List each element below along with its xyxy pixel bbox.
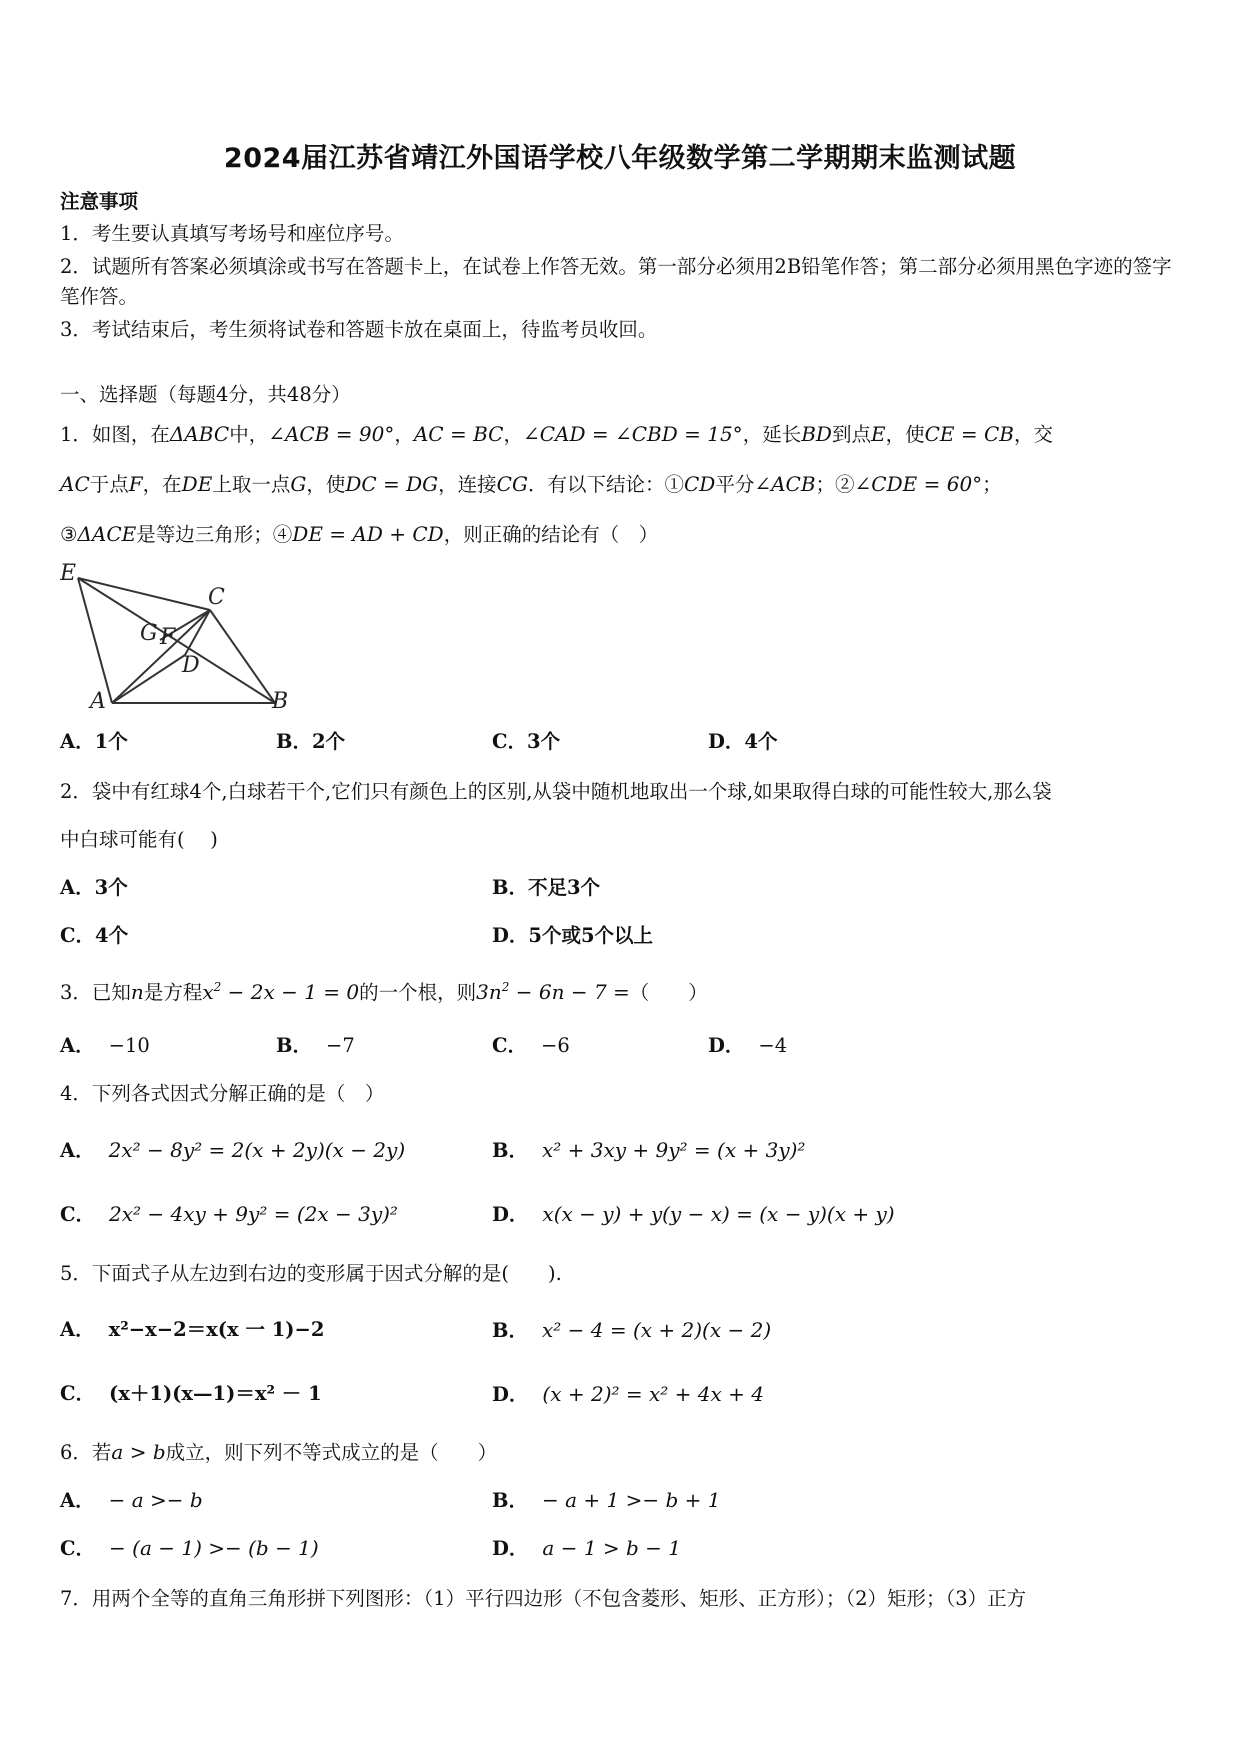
q4-option-b: [492, 1136, 805, 1165]
q1-math: CG: [496, 472, 528, 496]
section-heading: 一、选择题（每题4分，共48分）: [60, 383, 351, 406]
notice-item-3: 3．考试结束后，考生须将试卷和答题卡放在桌面上，待监考员收回。: [60, 318, 658, 341]
q7-line-1: 7．用两个全等的直角三角形拼下列图形：（1）平行四边形（不包含菱形、矩形、正方形）；（2）矩形；（3）正方: [60, 1587, 1027, 1610]
q1-text: ，交: [1013, 423, 1053, 446]
q1-math: ∠ACB: [754, 472, 816, 496]
q1-math: F: [128, 472, 143, 496]
figure-label-b: B: [272, 689, 289, 714]
q3-option-c: [492, 1032, 570, 1060]
q1-option-c: C．3个: [492, 730, 561, 753]
option-value: a − 1 > b − 1: [542, 1536, 682, 1560]
q5-option-a: [60, 1316, 324, 1344]
q1-text: ，连接: [438, 473, 497, 496]
q1-text: 中，: [229, 423, 269, 446]
option-label: B．: [492, 1139, 528, 1162]
option-label: B．: [492, 1489, 528, 1512]
q4-option-a: [60, 1136, 405, 1165]
segment-ec: [78, 578, 210, 610]
q4-option-c: [60, 1200, 398, 1229]
q3-text: 3．已知: [60, 981, 131, 1004]
notice-item-2: 2．试题所有答案必须填涂或书写在答题卡上，在试卷上作答无效。第一部分必须用2B铅笔作答；第二部分必须用黑色字迹的签字笔作答。: [60, 255, 1172, 308]
option-label: A．: [60, 1489, 95, 1512]
option-value: 2x² − 8y² = 2(x + 2y)(x − 2y): [108, 1138, 406, 1162]
page-title: 2024届江苏省靖江外国语学校八年级数学第二学期期末监测试题: [223, 143, 1017, 174]
q3-option-b: [276, 1032, 355, 1060]
q1-math: E: [870, 422, 886, 446]
figure-label-d: D: [182, 653, 200, 678]
q1-math: ∠ACB = 90°: [268, 422, 395, 446]
q1-line-3: [60, 520, 1180, 549]
q1-text: ；: [982, 473, 1002, 496]
q3-text: 的一个根，则: [359, 981, 477, 1004]
q1-line-2: [60, 470, 1180, 499]
q1-math: DC = DG: [345, 472, 439, 496]
q6-text: 成立，则下列不等式成立的是（ ）: [165, 1441, 498, 1464]
q2-option-c: C．4个: [60, 924, 129, 947]
option-value: (x＋1)(x—1)＝x² － 1: [109, 1382, 322, 1405]
q1-text: 到点: [831, 423, 871, 446]
q4-option-d: [492, 1200, 895, 1229]
option-label: C．: [60, 1203, 96, 1226]
q1-text: ．有以下结论：①: [527, 473, 684, 496]
segment-ad: [112, 655, 185, 703]
q6-text: 6．若: [60, 1441, 112, 1464]
notice-item-1: 1．考生要认真填写考场号和座位序号。: [60, 222, 404, 245]
q1-math: ∠CAD = ∠CBD = 15°: [522, 422, 743, 446]
q5-option-b: [492, 1316, 771, 1345]
q1-text: ，延长: [742, 423, 802, 446]
q1-text: ，则正确的结论有（ ）: [443, 523, 659, 546]
figure-label-f: F: [160, 625, 176, 650]
option-value: x² + 3xy + 9y² = (x + 3y)²: [541, 1138, 806, 1162]
q3-math: $3n^2 - 6n - 7$ =: [476, 980, 630, 1004]
option-value: x(x − y) + y(y − x) = (x − y)(x + y): [542, 1202, 895, 1226]
option-label: D．: [708, 1034, 745, 1057]
q1-math: AC: [60, 472, 90, 496]
segment-cb: [210, 610, 275, 703]
q1-text: 1．如图，在: [60, 423, 170, 446]
option-value: x² − 4 = (x + 2)(x − 2): [541, 1318, 772, 1342]
option-label: C．: [492, 1034, 528, 1057]
option-value: − a + 1 >− b + 1: [541, 1488, 721, 1512]
q1-text: ，: [394, 423, 414, 446]
option-value: 2x² − 4xy + 9y² = (2x − 3y)²: [109, 1202, 398, 1226]
option-value: −10: [108, 1034, 150, 1057]
option-label: A．: [60, 1034, 95, 1057]
option-label: C．: [60, 1382, 96, 1405]
q6-math: a > b: [111, 1440, 166, 1464]
option-label: D．: [492, 1203, 529, 1226]
q3-math-part: 3n: [476, 980, 502, 1004]
q2-line-1: 2．袋中有红球4个,白球若干个,它们只有颜色上的区别,从袋中随机地取出一个球,如果取得白球的可能性较大,那么袋: [60, 780, 1052, 803]
figure-label-a: A: [90, 689, 106, 714]
q4-stem: 4．下列各式因式分解正确的是（ ）: [60, 1082, 385, 1105]
q1-math: CE = CB: [924, 422, 1014, 446]
q2-option-a: A．3个: [60, 876, 128, 899]
q3-math: $x^2 - 2x - 1 = 0$: [202, 980, 360, 1004]
q1-math: ∠CDE = 60°: [854, 472, 983, 496]
q5-option-c: [60, 1380, 322, 1408]
option-label: D．: [492, 1537, 529, 1560]
option-value: (x + 2)² = x² + 4x + 4: [542, 1382, 764, 1406]
notice-heading: 注意事项: [60, 190, 139, 213]
option-label: D．: [492, 1383, 529, 1406]
q1-math: G: [290, 472, 307, 496]
figure-label-g: G: [140, 621, 158, 646]
q1-option-a: A．1个: [60, 730, 128, 753]
option-label: B．: [492, 1319, 528, 1342]
q1-text: ，使: [885, 423, 925, 446]
option-label: B．: [276, 1034, 312, 1057]
figure-label-c: C: [208, 585, 225, 610]
q1-math: CD: [683, 472, 716, 496]
q1-text: ③: [60, 523, 78, 546]
q1-text: 上取一点: [212, 473, 291, 496]
option-value: x²−x−2＝x(x 一 1)−2: [108, 1318, 325, 1341]
q1-option-d: D．4个: [708, 730, 778, 753]
q1-text: ，在: [142, 473, 182, 496]
option-label: C．: [60, 1537, 96, 1560]
q1-geometry-figure: [60, 560, 330, 720]
q2-option-b: B．不足3个: [492, 876, 601, 899]
q5-option-d: [492, 1380, 764, 1409]
q1-math: BD: [801, 422, 832, 446]
option-label: A．: [60, 1139, 95, 1162]
q6-option-d: [492, 1534, 681, 1563]
q1-text: 是等边三角形；④: [136, 523, 293, 546]
option-value: −4: [758, 1034, 788, 1057]
q1-math: ΔACE: [77, 522, 137, 546]
q1-math: AC = BC: [413, 422, 504, 446]
q1-text: ；②: [815, 473, 855, 496]
q2-option-d: D．5个或5个以上: [492, 924, 654, 947]
q1-text: 平分: [715, 473, 755, 496]
q1-math: ΔABC: [169, 422, 230, 446]
q6-option-a: [60, 1486, 203, 1515]
q3-text: 是方程: [143, 981, 203, 1004]
q3-option-d: [708, 1032, 787, 1060]
option-value: − (a − 1) >− (b − 1): [109, 1536, 319, 1560]
q1-text: ，: [503, 423, 523, 446]
option-label: A．: [60, 1318, 95, 1341]
q1-text: 于点: [89, 473, 129, 496]
q1-text: ，使: [306, 473, 346, 496]
q3-text: （ ）: [629, 981, 708, 1004]
q6-option-c: [60, 1534, 319, 1563]
q3-math-part: − 6n − 7 =: [509, 980, 630, 1004]
q3-option-a: [60, 1032, 150, 1060]
q3-stem: [60, 978, 1180, 1007]
figure-label-e: E: [60, 561, 77, 586]
q1-math: DE: [181, 472, 213, 496]
q6-option-b: [492, 1486, 720, 1515]
option-value: − a >− b: [108, 1488, 203, 1512]
q1-option-b: B．2个: [276, 730, 346, 753]
q2-line-2: 中白球可能有( ): [60, 828, 218, 851]
q6-stem: [60, 1438, 1180, 1467]
q3-math-part: x: [202, 980, 214, 1004]
q5-stem: 5．下面式子从左边到右边的变形属于因式分解的是( ).: [60, 1262, 562, 1285]
q3-math: n: [130, 980, 144, 1004]
option-value: −6: [541, 1034, 570, 1057]
q3-math-part: − 2x − 1 = 0: [221, 980, 360, 1004]
q1-math: DE = AD + CD: [292, 522, 444, 546]
q1-line-1: [60, 420, 1180, 449]
option-value: −7: [325, 1034, 355, 1057]
